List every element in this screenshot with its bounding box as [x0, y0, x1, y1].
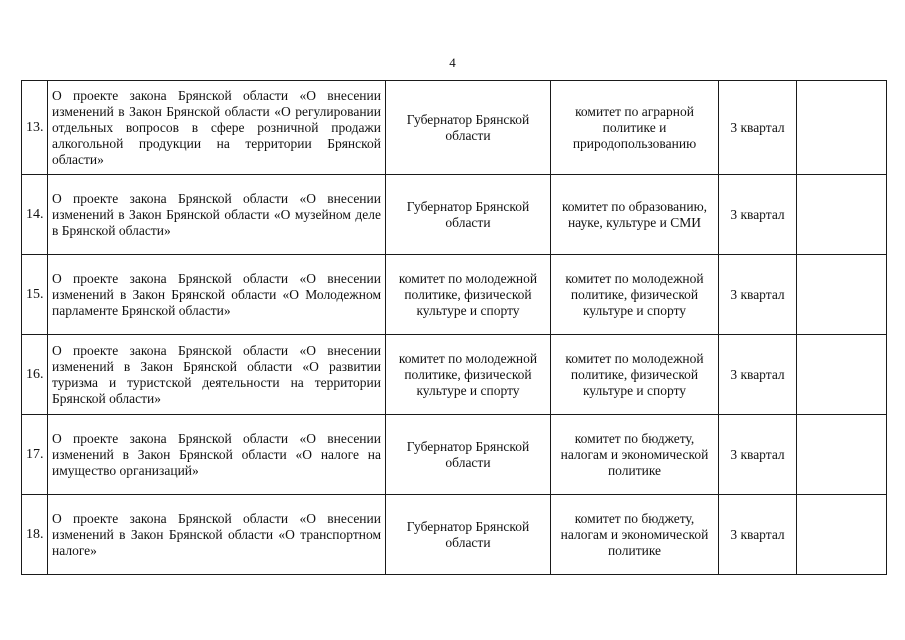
law-plan-table: [21, 80, 887, 575]
term: 3 квартал: [719, 495, 797, 575]
table-row: [22, 495, 887, 575]
responsible-committee: комитет по образованию, науке, культуре и СМИ: [551, 175, 719, 255]
row-number: 13.: [22, 81, 48, 175]
page-number: 4: [449, 55, 456, 70]
bill-title: О проекте закона Брянской области «О внесении изменений в Закон Брянской области «О развитии туризма и туристской деятельности на территории Брянской области»: [48, 335, 386, 415]
term: 3 квартал: [719, 175, 797, 255]
note-cell: [797, 495, 887, 575]
note-cell: [797, 81, 887, 175]
note-cell: [797, 175, 887, 255]
term: 3 квартал: [719, 255, 797, 335]
initiator: Губернатор Брянской области: [386, 415, 551, 495]
responsible-committee: комитет по бюджету, налогам и экономической политике: [551, 415, 719, 495]
initiator: комитет по молодежной политике, физической культуре и спорту: [386, 255, 551, 335]
bill-title: О проекте закона Брянской области «О внесении изменений в Закон Брянской области «О музейном деле в Брянской области»: [48, 175, 386, 255]
bill-title: О проекте закона Брянской области «О внесении изменений в Закон Брянской области «О налоге на имущество организаций»: [48, 415, 386, 495]
term: 3 квартал: [719, 81, 797, 175]
initiator: Губернатор Брянской области: [386, 175, 551, 255]
responsible-committee: комитет по молодежной политике, физической культуре и спорту: [551, 335, 719, 415]
initiator: комитет по молодежной политике, физической культуре и спорту: [386, 335, 551, 415]
row-number: 17.: [22, 415, 48, 495]
row-number: 14.: [22, 175, 48, 255]
row-number: 15.: [22, 255, 48, 335]
note-cell: [797, 415, 887, 495]
responsible-committee: комитет по аграрной политике и природопользованию: [551, 81, 719, 175]
table-row: [22, 255, 887, 335]
initiator: Губернатор Брянской области: [386, 495, 551, 575]
initiator: Губернатор Брянской области: [386, 81, 551, 175]
responsible-committee: комитет по бюджету, налогам и экономической политике: [551, 495, 719, 575]
bill-title: О проекте закона Брянской области «О внесении изменений в Закон Брянской области «О регулировании отдельных вопросов в сфере розничной продажи алкогольной продукции на территории Брянской области»: [48, 81, 386, 175]
bill-title: О проекте закона Брянской области «О внесении изменений в Закон Брянской области «О транспортном налоге»: [48, 495, 386, 575]
table-row: [22, 81, 887, 175]
bill-title: О проекте закона Брянской области «О внесении изменений в Закон Брянской области «О Молодежном парламенте Брянской области»: [48, 255, 386, 335]
term: 3 квартал: [719, 415, 797, 495]
table-row: [22, 175, 887, 255]
responsible-committee: комитет по молодежной политике, физической культуре и спорту: [551, 255, 719, 335]
note-cell: [797, 255, 887, 335]
table-row: [22, 335, 887, 415]
table-row: [22, 415, 887, 495]
row-number: 18.: [22, 495, 48, 575]
note-cell: [797, 335, 887, 415]
row-number: 16.: [22, 335, 48, 415]
term: 3 квартал: [719, 335, 797, 415]
